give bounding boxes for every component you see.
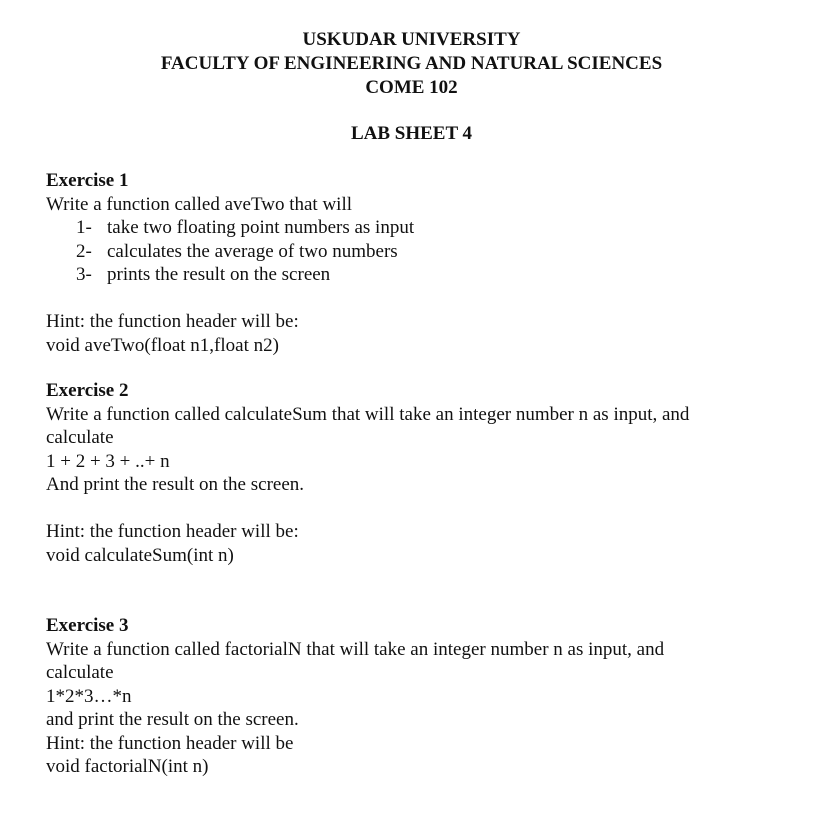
exercise-2-hint: Hint: the function header will be: xyxy=(46,521,299,542)
spacer xyxy=(46,497,766,521)
exercise-2-intro-line-1: Write a function called calculateSum that will take an integer number n as input, and xyxy=(46,403,690,425)
step-number: 2- xyxy=(76,240,92,262)
exercise-2-title: Exercise 2 xyxy=(46,380,129,401)
exercise-3 xyxy=(46,614,766,779)
faculty-name: FACULTY OF ENGINEERING AND NATURAL SCIENCES xyxy=(160,53,663,74)
list-item xyxy=(46,216,766,240)
document-header xyxy=(0,28,823,100)
exercise-1-intro: Write a function called aveTwo that will xyxy=(46,193,353,215)
course-code: COME 102 xyxy=(365,77,458,98)
step-number: 3- xyxy=(76,264,92,285)
sheet-title: LAB SHEET 4 xyxy=(350,123,473,144)
step-text: calculates the average of two numbers xyxy=(107,240,398,262)
exercise-1-hint: Hint: the function header will be: xyxy=(46,311,299,332)
exercise-2-formula: 1 + 2 + 3 + ..+ n xyxy=(46,450,170,472)
exercise-1-steps xyxy=(46,216,766,287)
sheet-title-block xyxy=(0,122,823,146)
exercise-3-intro-line-2: calculate xyxy=(46,662,114,683)
exercise-3-hint: Hint: the function header will be xyxy=(46,732,294,754)
list-item xyxy=(46,263,766,287)
exercise-2-instruction: And print the result on the screen. xyxy=(46,474,305,495)
exercise-3-formula: 1*2*3…*n xyxy=(46,685,132,707)
exercise-3-intro-line-1: Write a function called factorialN that will take an integer number n as input, and xyxy=(46,638,665,660)
exercise-3-instruction: and print the result on the screen. xyxy=(46,709,299,730)
list-item xyxy=(46,240,766,264)
spacer xyxy=(46,287,766,311)
exercise-2-function-header: void calculateSum(int n) xyxy=(46,544,234,566)
step-text: take two floating point numbers as input xyxy=(107,217,415,238)
exercise-1-title: Exercise 1 xyxy=(46,170,129,191)
exercise-3-title: Exercise 3 xyxy=(46,615,129,636)
exercise-2 xyxy=(46,379,766,567)
exercise-3-function-header: void factorialN(int n) xyxy=(46,756,209,777)
step-number: 1- xyxy=(76,217,92,238)
exercise-2-intro-line-2: calculate xyxy=(46,427,114,448)
university-name: USKUDAR UNIVERSITY xyxy=(302,29,521,50)
step-text: prints the result on the screen xyxy=(107,264,331,285)
exercise-1 xyxy=(46,169,766,357)
exercise-1-function-header: void aveTwo(float n1,float n2) xyxy=(46,334,279,356)
